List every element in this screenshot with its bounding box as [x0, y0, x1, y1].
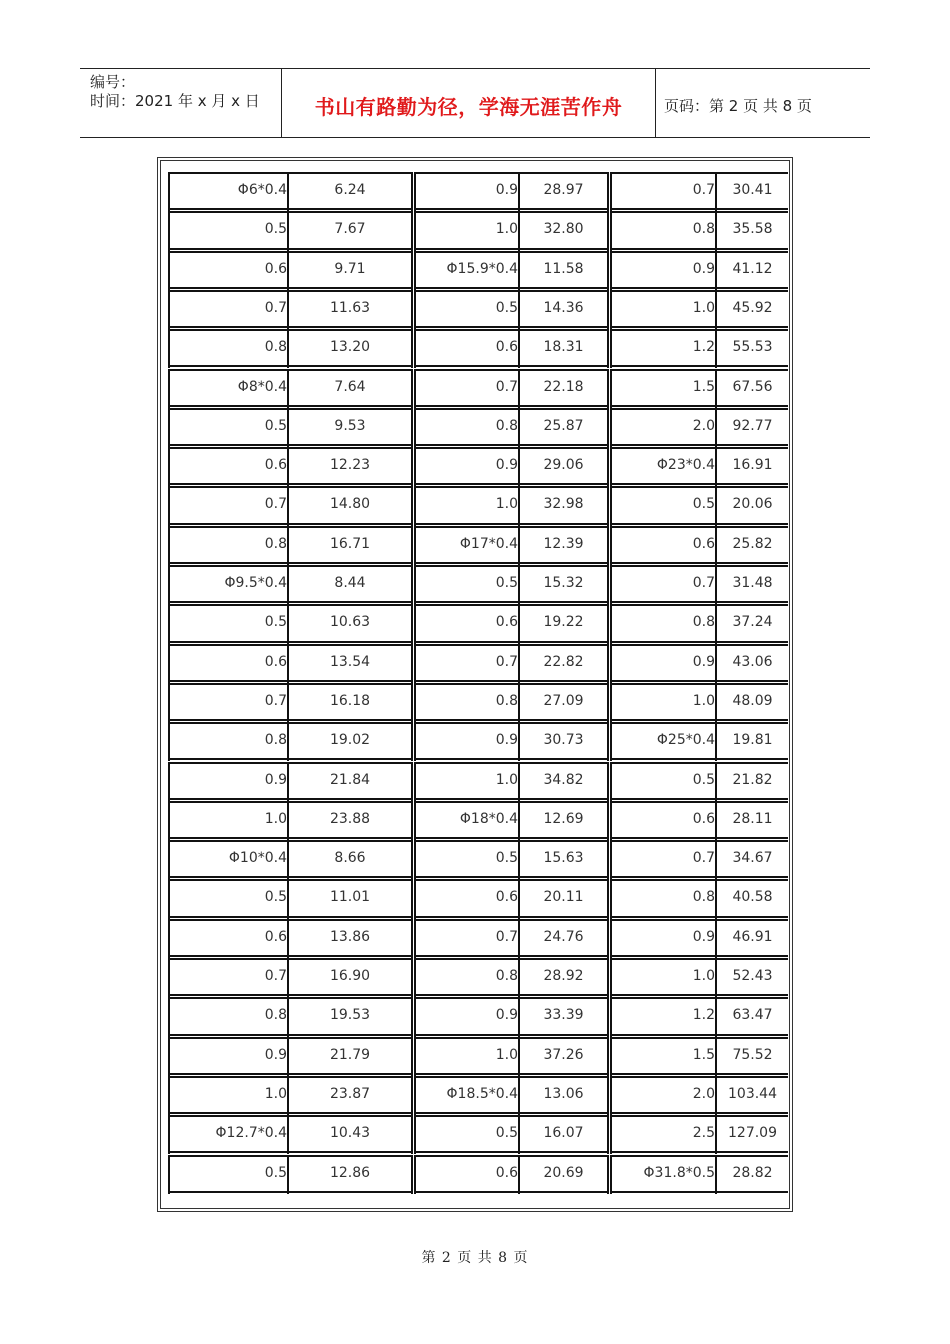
weight-cell: 35.58 [715, 211, 788, 250]
table-row [168, 762, 788, 801]
spec-cell: 1.5 [610, 369, 715, 408]
weight-cell: 55.53 [715, 329, 788, 368]
spec-cell: 0.8 [414, 683, 518, 722]
weight-cell: 13.86 [289, 919, 413, 958]
spec-cell: 0.6 [414, 879, 518, 918]
table-row [168, 526, 788, 565]
table-row [168, 840, 788, 879]
weight-cell: 41.12 [715, 251, 788, 290]
spec-cell: 0.6 [610, 526, 715, 565]
weight-cell: 30.41 [715, 172, 788, 211]
weight-cell: 92.77 [715, 408, 788, 447]
weight-cell: 15.63 [518, 840, 609, 879]
spec-cell: 0.5 [414, 290, 518, 329]
spec-cell: 0.7 [610, 840, 715, 879]
weight-cell: 37.26 [518, 1037, 609, 1076]
weight-cell: 20.11 [518, 879, 609, 918]
spec-cell: 1.0 [610, 290, 715, 329]
spec-cell: Φ18.5*0.4 [414, 1076, 518, 1115]
weight-cell: 48.09 [715, 683, 788, 722]
spec-cell: 1.0 [414, 762, 518, 801]
spec-cell: 0.5 [414, 840, 518, 879]
weight-cell: 13.20 [289, 329, 413, 368]
spec-cell: 0.9 [414, 997, 518, 1036]
spec-cell: 1.2 [610, 329, 715, 368]
spec-cell: Φ18*0.4 [414, 801, 518, 840]
spec-cell: 0.8 [168, 329, 289, 368]
page-info: 页码：第 2 页 共 8 页 [664, 97, 812, 115]
spec-cell: 0.5 [168, 879, 289, 918]
weight-cell: 31.48 [715, 565, 788, 604]
table-row [168, 604, 788, 643]
weight-cell: 13.06 [518, 1076, 609, 1115]
spec-cell: 0.5 [414, 1115, 518, 1154]
weight-cell: 20.06 [715, 486, 788, 525]
weight-cell: 10.63 [289, 604, 413, 643]
weight-cell: 8.66 [289, 840, 413, 879]
table-row [168, 644, 788, 683]
weight-cell: 10.43 [289, 1115, 413, 1154]
weight-cell: 28.97 [518, 172, 609, 211]
spec-cell: 0.6 [414, 329, 518, 368]
weight-cell: 25.87 [518, 408, 609, 447]
spec-cell: 0.6 [168, 447, 289, 486]
weight-cell: 16.18 [289, 683, 413, 722]
spec-cell: 0.5 [168, 1155, 289, 1194]
spec-cell: 0.9 [610, 251, 715, 290]
spec-cell: Φ8*0.4 [168, 369, 289, 408]
header-motto-cell [282, 69, 656, 137]
weight-cell: 19.22 [518, 604, 609, 643]
weight-cell: 9.71 [289, 251, 413, 290]
header-meta [80, 69, 282, 137]
spec-cell: 0.7 [168, 290, 289, 329]
spec-cell: Φ31.8*0.5 [610, 1155, 715, 1194]
spec-cell: 0.7 [414, 644, 518, 683]
spec-cell: 0.5 [610, 762, 715, 801]
page-footer: 第 2 页 共 8 页 [421, 1250, 529, 1266]
weight-cell: 19.53 [289, 997, 413, 1036]
weight-cell: 34.82 [518, 762, 609, 801]
spec-cell: 0.5 [168, 211, 289, 250]
weight-cell: 43.06 [715, 644, 788, 683]
table-row [168, 683, 788, 722]
spec-cell: 0.8 [610, 604, 715, 643]
date-label: 时间：2021 年 x 月 x 日 [90, 92, 260, 110]
table-row [168, 1115, 788, 1154]
table-row [168, 329, 788, 368]
spec-cell: 0.6 [610, 801, 715, 840]
weight-cell: 15.32 [518, 565, 609, 604]
weight-cell: 32.80 [518, 211, 609, 250]
table-row [168, 997, 788, 1036]
spec-cell: 0.9 [168, 1037, 289, 1076]
spec-cell: 0.8 [414, 408, 518, 447]
weight-cell: 21.79 [289, 1037, 413, 1076]
spec-cell: 0.7 [610, 172, 715, 211]
spec-cell: 0.8 [168, 722, 289, 761]
motto-text: 书山有路勤为径，学海无涯苦作舟 [314, 95, 623, 119]
weight-cell: 75.52 [715, 1037, 788, 1076]
spec-cell: 0.5 [414, 565, 518, 604]
spec-cell: 1.0 [414, 211, 518, 250]
spec-cell: 0.8 [168, 526, 289, 565]
weight-cell: 52.43 [715, 958, 788, 997]
weight-cell: 14.36 [518, 290, 609, 329]
weight-cell: 28.82 [715, 1155, 788, 1194]
weight-cell: 11.01 [289, 879, 413, 918]
weight-cell: 22.82 [518, 644, 609, 683]
weight-cell: 6.24 [289, 172, 413, 211]
weight-cell: 33.39 [518, 997, 609, 1036]
spec-cell: 0.5 [168, 408, 289, 447]
spec-cell: Φ23*0.4 [610, 447, 715, 486]
spec-cell: 1.5 [610, 1037, 715, 1076]
spec-cell: 0.8 [610, 211, 715, 250]
weight-cell: 16.90 [289, 958, 413, 997]
weight-cell: 45.92 [715, 290, 788, 329]
weight-cell: 46.91 [715, 919, 788, 958]
weight-cell: 127.09 [715, 1115, 788, 1154]
weight-cell: 21.82 [715, 762, 788, 801]
weight-cell: 28.11 [715, 801, 788, 840]
weight-cell: 32.98 [518, 486, 609, 525]
weight-cell: 18.31 [518, 329, 609, 368]
spec-cell: Φ25*0.4 [610, 722, 715, 761]
spec-cell: 1.0 [414, 486, 518, 525]
spec-cell: 0.6 [414, 604, 518, 643]
weight-cell: 7.67 [289, 211, 413, 250]
spec-cell: 2.0 [610, 408, 715, 447]
weight-cell: 103.44 [715, 1076, 788, 1115]
weight-cell: 27.09 [518, 683, 609, 722]
spec-cell: 0.7 [168, 683, 289, 722]
weight-cell: 23.87 [289, 1076, 413, 1115]
weight-cell: 25.82 [715, 526, 788, 565]
spec-cell: 1.0 [414, 1037, 518, 1076]
spec-cell: 0.9 [414, 447, 518, 486]
table-row [168, 919, 788, 958]
spec-cell: 2.5 [610, 1115, 715, 1154]
spec-cell: 1.0 [168, 801, 289, 840]
spec-cell: 0.7 [610, 565, 715, 604]
spec-cell: 0.7 [414, 369, 518, 408]
spec-cell: 0.7 [168, 486, 289, 525]
weight-cell: 11.58 [518, 251, 609, 290]
weight-cell: 7.64 [289, 369, 413, 408]
spec-cell: 1.0 [168, 1076, 289, 1115]
spec-cell: 0.9 [168, 762, 289, 801]
spec-cell: 1.2 [610, 997, 715, 1036]
weight-cell: 16.07 [518, 1115, 609, 1154]
weight-cell: 19.81 [715, 722, 788, 761]
weight-cell: 34.67 [715, 840, 788, 879]
weight-cell: 12.69 [518, 801, 609, 840]
weight-cell: 16.71 [289, 526, 413, 565]
spec-cell: 0.9 [610, 919, 715, 958]
table-row [168, 565, 788, 604]
spec-cell: 2.0 [610, 1076, 715, 1115]
weight-cell: 12.23 [289, 447, 413, 486]
weight-cell: 67.56 [715, 369, 788, 408]
table-row [168, 879, 788, 918]
weight-cell: 37.24 [715, 604, 788, 643]
weight-cell: 23.88 [289, 801, 413, 840]
spec-cell: 1.0 [610, 958, 715, 997]
table-row [168, 801, 788, 840]
spec-cell: 0.7 [168, 958, 289, 997]
spec-cell: 0.6 [168, 644, 289, 683]
table-row [168, 290, 788, 329]
weight-cell: 30.73 [518, 722, 609, 761]
table-row [168, 1076, 788, 1115]
spec-cell: 0.8 [610, 879, 715, 918]
weight-cell: 21.84 [289, 762, 413, 801]
weight-cell: 40.58 [715, 879, 788, 918]
spec-cell: 0.6 [414, 1155, 518, 1194]
weight-cell: 63.47 [715, 997, 788, 1036]
spec-cell: Φ9.5*0.4 [168, 565, 289, 604]
table-row [168, 958, 788, 997]
spec-cell: 0.9 [414, 722, 518, 761]
table-row [168, 1155, 788, 1194]
header-page-cell [656, 69, 870, 137]
table-row [168, 486, 788, 525]
spec-cell: Φ10*0.4 [168, 840, 289, 879]
spec-cell: 0.7 [414, 919, 518, 958]
table-row [168, 408, 788, 447]
spec-cell: 0.5 [168, 604, 289, 643]
spec-cell: 0.9 [414, 172, 518, 211]
weight-cell: 19.02 [289, 722, 413, 761]
weight-cell: 12.39 [518, 526, 609, 565]
page-header [80, 68, 870, 138]
spec-cell: 1.0 [610, 683, 715, 722]
weight-cell: 9.53 [289, 408, 413, 447]
spec-cell: Φ15.9*0.4 [414, 251, 518, 290]
weight-cell: 13.54 [289, 644, 413, 683]
spec-cell: 0.5 [610, 486, 715, 525]
weight-cell: 14.80 [289, 486, 413, 525]
weight-cell: 16.91 [715, 447, 788, 486]
spec-cell: 0.9 [610, 644, 715, 683]
weight-cell: 22.18 [518, 369, 609, 408]
weight-cell: 24.76 [518, 919, 609, 958]
weight-cell: 29.06 [518, 447, 609, 486]
spec-cell: 0.6 [168, 251, 289, 290]
weight-cell: 28.92 [518, 958, 609, 997]
spec-cell: Φ6*0.4 [168, 172, 289, 211]
weight-cell: 11.63 [289, 290, 413, 329]
spec-cell: 0.8 [168, 997, 289, 1036]
table-row [168, 1037, 788, 1076]
weight-cell: 20.69 [518, 1155, 609, 1194]
spec-cell: 0.6 [168, 919, 289, 958]
weight-cell: 12.86 [289, 1155, 413, 1194]
weight-cell: 8.44 [289, 565, 413, 604]
table-row [168, 722, 788, 761]
table-row [168, 447, 788, 486]
spec-cell: 0.8 [414, 958, 518, 997]
spec-cell: Φ12.7*0.4 [168, 1115, 289, 1154]
serial-label: 编号： [90, 73, 136, 91]
spec-cell: Φ17*0.4 [414, 526, 518, 565]
table-row [168, 369, 788, 408]
table-row [168, 251, 788, 290]
table-row [168, 172, 788, 211]
table-row [168, 211, 788, 250]
